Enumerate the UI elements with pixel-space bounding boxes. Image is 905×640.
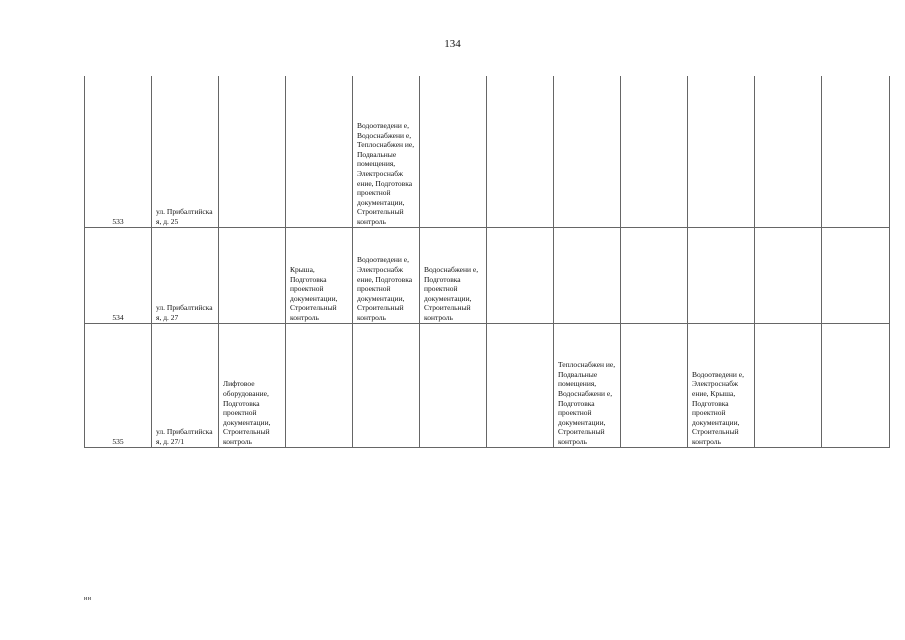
work-cell: Лифтовое оборудование, Подготовка проектной документации, Строительный контроль <box>219 323 286 447</box>
work-cell <box>621 76 688 227</box>
work-cell <box>688 76 755 227</box>
work-cell: Водоснабжени е, Подготовка проектной документации, Строительный контроль <box>420 227 487 323</box>
work-cell: Водоотведени е, Электроснабж ение, Подготовка проектной документации, Строительный контроль <box>353 227 420 323</box>
address-cell: ул. Прибалтийска я, д. 25 <box>152 76 219 227</box>
work-cell <box>219 76 286 227</box>
work-cell <box>621 323 688 447</box>
work-cell <box>822 76 890 227</box>
table-row <box>85 76 890 227</box>
work-cell: Крыша, Подготовка проектной документации, Строительный контроль <box>286 227 353 323</box>
work-cell <box>286 323 353 447</box>
row-number: 534 <box>85 227 152 323</box>
work-cell <box>822 227 890 323</box>
work-cell: Водоотведени е, Электроснабж ение, Крыша, Подготовка проектной документации, Строительный контроль <box>688 323 755 447</box>
row-number: 533 <box>85 76 152 227</box>
work-cell <box>286 76 353 227</box>
work-cell <box>755 323 822 447</box>
work-cell <box>487 323 554 447</box>
page-number: 134 <box>444 38 461 50</box>
work-cell <box>554 76 621 227</box>
address-cell: ул. Прибалтийска я, д. 27 <box>152 227 219 323</box>
work-cell <box>822 323 890 447</box>
work-cell <box>420 323 487 447</box>
work-cell <box>554 227 621 323</box>
work-cell <box>420 76 487 227</box>
address-cell: ул. Прибалтийска я, д. 27/1 <box>152 323 219 447</box>
work-cell <box>487 227 554 323</box>
work-cell: Теплоснабжен ие, Подвальные помещения, Водоснабжени е, Подготовка проектной документации, Строительный контроль <box>554 323 621 447</box>
row-number: 535 <box>85 323 152 447</box>
table-row <box>85 323 890 447</box>
footer-mark: нн <box>84 596 92 602</box>
work-cell <box>755 76 822 227</box>
work-cell <box>353 323 420 447</box>
work-cell: Водоотведени е, Водоснабжени е, Теплоснабжен ие, Подвальные помещения, Электроснабж ение, Подготовка проектной документации, Строительный контроль <box>353 76 420 227</box>
work-cell <box>688 227 755 323</box>
work-cell <box>755 227 822 323</box>
work-cell <box>621 227 688 323</box>
repair-schedule-table <box>84 76 890 448</box>
work-cell <box>487 76 554 227</box>
table-row <box>85 227 890 323</box>
work-cell <box>219 227 286 323</box>
